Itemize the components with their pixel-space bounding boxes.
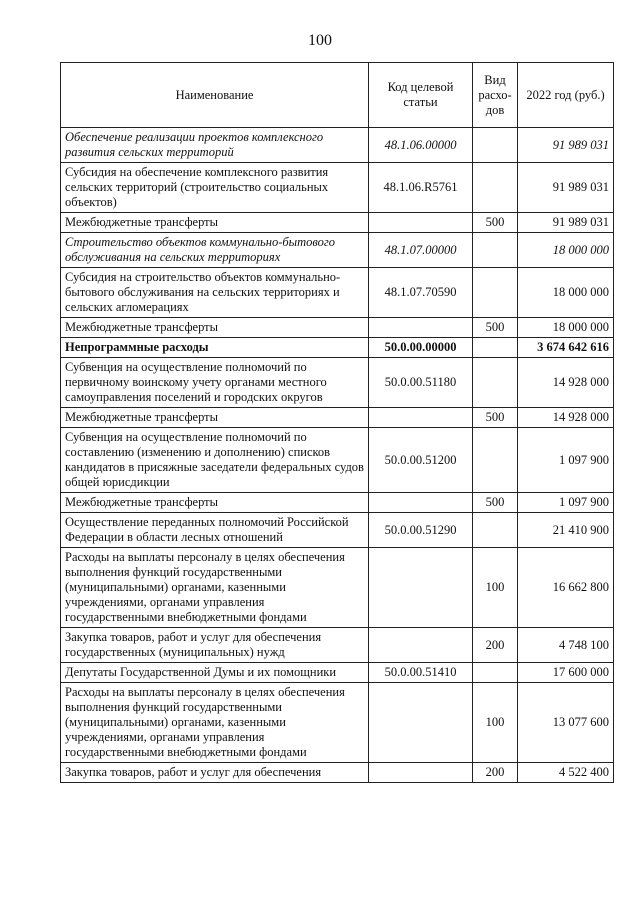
row-type-cell: 500: [473, 493, 518, 513]
table-row: [61, 233, 614, 268]
row-name-cell: Депутаты Государственной Думы и их помощники: [61, 663, 369, 683]
row-amount-cell: 91 989 031: [518, 128, 614, 163]
row-type-cell: [473, 128, 518, 163]
table-row: [61, 683, 614, 763]
row-code-cell: [369, 493, 473, 513]
row-amount-cell: 14 928 000: [518, 408, 614, 428]
row-amount-cell: 18 000 000: [518, 268, 614, 318]
row-code-cell: [369, 318, 473, 338]
row-amount-cell: 21 410 900: [518, 513, 614, 548]
row-type-cell: [473, 268, 518, 318]
table-row: [61, 128, 614, 163]
table-row: [61, 763, 614, 783]
row-type-cell: [473, 338, 518, 358]
table-body: [61, 128, 614, 783]
row-name-cell: Субсидия на обеспечение комплексного развития сельских территорий (строительство социальных объектов): [61, 163, 369, 213]
table-row: [61, 428, 614, 493]
row-amount-cell: 3 674 642 616: [518, 338, 614, 358]
table-row: [61, 513, 614, 548]
row-code-cell: [369, 683, 473, 763]
row-amount-cell: 4 522 400: [518, 763, 614, 783]
row-name-cell: Межбюджетные трансферты: [61, 493, 369, 513]
row-name-cell: Строительство объектов коммунально-бытового обслуживания на сельских территориях: [61, 233, 369, 268]
row-type-cell: 500: [473, 213, 518, 233]
row-type-cell: 500: [473, 408, 518, 428]
row-name-cell: Закупка товаров, работ и услуг для обеспечения: [61, 763, 369, 783]
row-type-cell: [473, 663, 518, 683]
row-amount-cell: 13 077 600: [518, 683, 614, 763]
row-name-cell: Расходы на выплаты персоналу в целях обеспечения выполнения функций государственными (муниципальными) органами, казенными учреждениями, органами управления государственными внебюджетными фондами: [61, 683, 369, 763]
row-name-cell: Закупка товаров, работ и услуг для обеспечения государственных (муниципальных) нужд: [61, 628, 369, 663]
row-name-cell: Субсидия на строительство объектов коммунально-бытового обслуживания на сельских территориях и сельских агломерациях: [61, 268, 369, 318]
row-amount-cell: 91 989 031: [518, 213, 614, 233]
row-amount-cell: 17 600 000: [518, 663, 614, 683]
row-code-cell: [369, 213, 473, 233]
header-type: Вид расхо-дов: [473, 63, 518, 128]
row-name-cell: Субвенция на осуществление полномочий по составлению (изменению и дополнению) списков кандидатов в присяжные заседатели федеральных судов общей юрисдикции: [61, 428, 369, 493]
row-type-cell: [473, 233, 518, 268]
row-code-cell: [369, 628, 473, 663]
row-amount-cell: 18 000 000: [518, 233, 614, 268]
row-name-cell: Межбюджетные трансферты: [61, 213, 369, 233]
row-code-cell: [369, 408, 473, 428]
row-type-cell: 500: [473, 318, 518, 338]
row-name-cell: Субвенция на осуществление полномочий по первичному воинскому учету органами местного самоуправления поселений и городских округов: [61, 358, 369, 408]
row-code-cell: 50.0.00.51180: [369, 358, 473, 408]
table-row: [61, 663, 614, 683]
row-name-cell: Непрограммные расходы: [61, 338, 369, 358]
row-type-cell: [473, 358, 518, 408]
budget-table: [60, 62, 614, 783]
row-type-cell: [473, 513, 518, 548]
header-name: Наименование: [61, 63, 369, 128]
table-row: [61, 268, 614, 318]
row-type-cell: [473, 428, 518, 493]
row-name-cell: Расходы на выплаты персоналу в целях обеспечения выполнения функций государственными (муниципальными) органами, казенными учреждениями, органами управления государственными внебюджетными фондами: [61, 548, 369, 628]
table-row: [61, 213, 614, 233]
row-code-cell: 50.0.00.51200: [369, 428, 473, 493]
row-amount-cell: 1 097 900: [518, 428, 614, 493]
row-amount-cell: 18 000 000: [518, 318, 614, 338]
table-row: [61, 318, 614, 338]
row-code-cell: [369, 763, 473, 783]
table-row: [61, 628, 614, 663]
table-row: [61, 338, 614, 358]
page-number: 100: [308, 32, 332, 49]
row-type-cell: [473, 163, 518, 213]
row-code-cell: 48.1.06.00000: [369, 128, 473, 163]
row-amount-cell: 14 928 000: [518, 358, 614, 408]
row-code-cell: 48.1.07.70590: [369, 268, 473, 318]
table-row: [61, 163, 614, 213]
table-row: [61, 358, 614, 408]
row-code-cell: 48.1.06.R5761: [369, 163, 473, 213]
row-name-cell: Межбюджетные трансферты: [61, 408, 369, 428]
row-code-cell: 50.0.00.51410: [369, 663, 473, 683]
header-code: Код целевой статьи: [369, 63, 473, 128]
row-type-cell: 100: [473, 683, 518, 763]
row-amount-cell: 4 748 100: [518, 628, 614, 663]
row-code-cell: [369, 548, 473, 628]
row-code-cell: 50.0.00.00000: [369, 338, 473, 358]
row-code-cell: 48.1.07.00000: [369, 233, 473, 268]
row-name-cell: Осуществление переданных полномочий Российской Федерации в области лесных отношений: [61, 513, 369, 548]
row-amount-cell: 91 989 031: [518, 163, 614, 213]
row-amount-cell: 16 662 800: [518, 548, 614, 628]
table-row: [61, 408, 614, 428]
row-amount-cell: 1 097 900: [518, 493, 614, 513]
table-row: [61, 548, 614, 628]
row-name-cell: Межбюджетные трансферты: [61, 318, 369, 338]
row-type-cell: 200: [473, 763, 518, 783]
row-name-cell: Обеспечение реализации проектов комплексного развития сельских территорий: [61, 128, 369, 163]
table-header-row: [61, 63, 614, 128]
header-amount: 2022 год (руб.): [518, 63, 614, 128]
table-row: [61, 493, 614, 513]
row-type-cell: 100: [473, 548, 518, 628]
row-code-cell: 50.0.00.51290: [369, 513, 473, 548]
row-type-cell: 200: [473, 628, 518, 663]
